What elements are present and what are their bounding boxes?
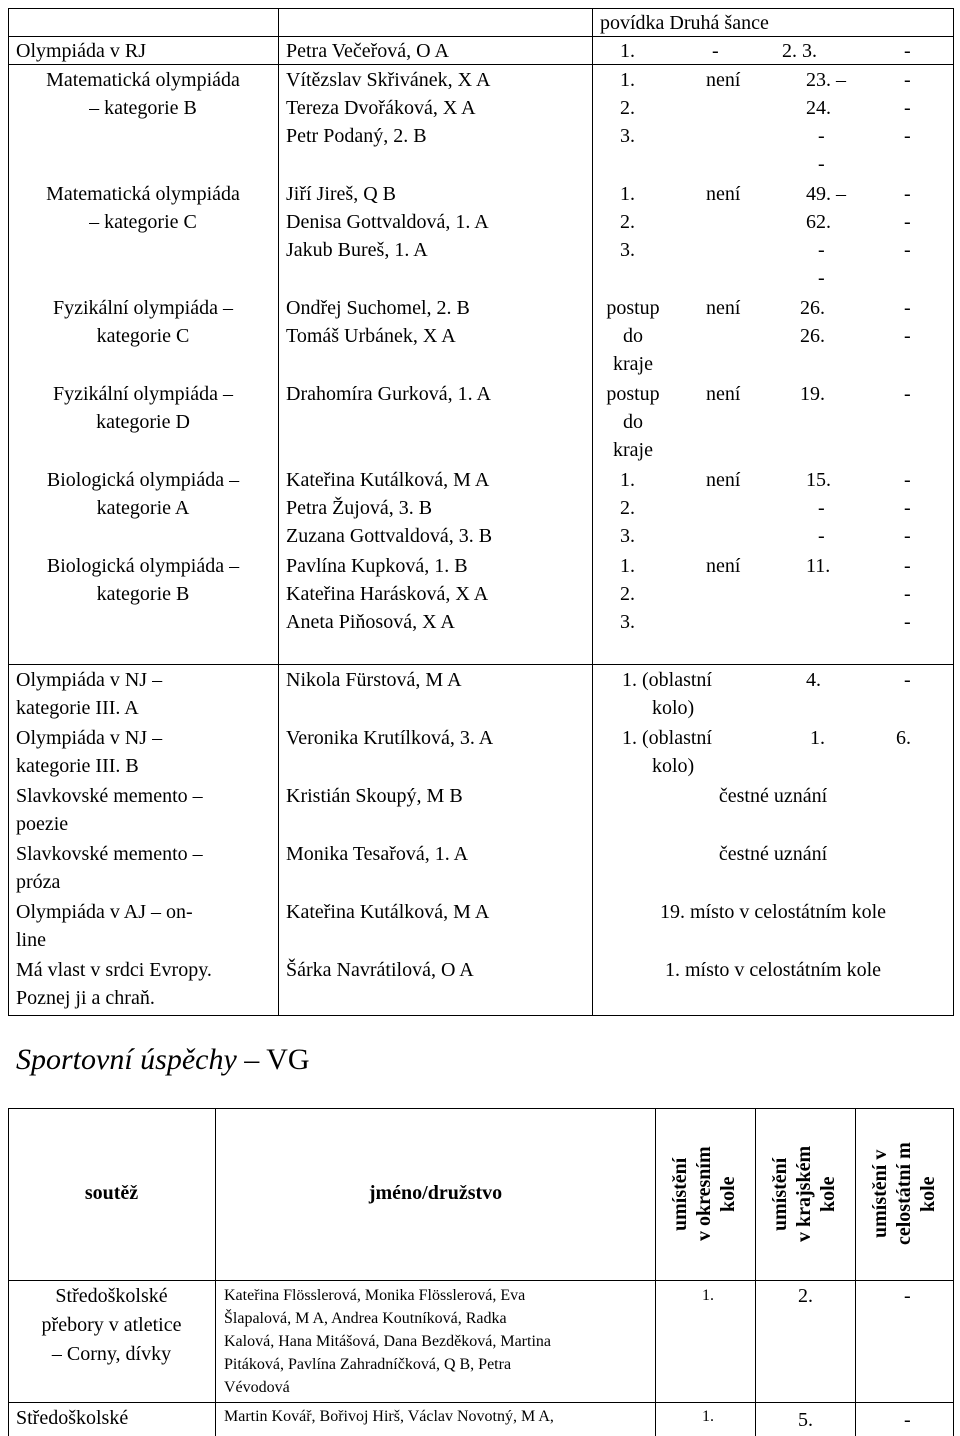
cel-result: - [904,1285,911,1307]
contest-name: Olympiáda v RJ [16,40,146,62]
contest-name: Biologická olympiáda – [46,469,240,491]
cel-result: - [904,183,911,205]
place: 2. [620,97,635,119]
contest-name: Slavkovské memento – [16,843,203,865]
row-divider [8,1402,954,1403]
team-names: Šlapalová, M A, Andrea Koutníková, Radka [224,1310,507,1327]
okres-result: není [706,297,741,319]
result: kolo) [652,697,695,719]
cel-result: - [904,297,911,319]
kraj-result: 2. [798,1285,813,1307]
okres-result: není [706,469,741,491]
student-name: Šárka Navrátilová, O A [286,959,474,981]
okres-result: - [712,40,719,62]
okres-result: není [706,69,741,91]
kraj-result: - [818,497,825,519]
cel-result: - [904,125,911,147]
cel-result: - [904,669,911,691]
student-name: Monika Tesařová, 1. A [286,843,469,865]
kraj-result: 62. [806,211,831,233]
cel-result: - [904,239,911,261]
cel-result: - [904,383,911,405]
contest-name: kategorie D [96,411,190,433]
contest-name: – kategorie B [89,97,197,119]
student-name: Jiří Jireš, Q B [286,183,396,205]
kraj-result: 23. – [806,69,846,91]
okres-result: 1. [702,1287,714,1304]
contest-name: – kategorie C [89,211,197,233]
contest-name: kategorie III. B [16,755,139,777]
place: 1. [620,69,635,91]
contest-name: kategorie B [96,583,190,605]
result: čestné uznání [718,843,828,865]
student-name: Drahomíra Gurková, 1. A [286,383,491,405]
col-divider [215,1108,216,1436]
place: 3. [620,611,635,633]
kraj-result: 26. [800,297,825,319]
cel-result: - [904,97,911,119]
header-contest: soutěž [84,1182,139,1204]
contest-name: Středoškolské [16,1407,129,1429]
contest-name: Fyzikální olympiáda – [53,383,233,405]
place: postup [606,383,660,405]
place: 2. [620,497,635,519]
result: 1. místo v celostátním kole [664,959,882,981]
cel-result: - [904,611,911,633]
place: 1. [620,183,635,205]
contest-name: Olympiáda v NJ – [16,727,163,749]
contest-name: Poznej ji a chraň. [16,987,155,1009]
result: 19. místo v celostátním kole [659,901,887,923]
result: 1. (oblastní [622,669,712,691]
header-kraj: umístění v krajském kole [769,1145,839,1243]
student-name: Nikola Fürstová, M A [286,669,462,691]
team-names: Vévodová [224,1379,290,1396]
header-okres: umístění v okresním kole [669,1146,739,1242]
col-divider [755,1108,756,1436]
kraj-result: - [818,239,825,261]
row-divider [8,1280,954,1281]
place: 2. [620,211,635,233]
place: 3. [620,525,635,547]
header-name: jméno/družstvo [368,1182,503,1204]
place: 1. [620,469,635,491]
cel-result: - [904,469,911,491]
col-divider [278,8,279,1016]
kraj-result: 24. [806,97,831,119]
place: kraje [613,439,653,461]
okres-result: není [706,183,741,205]
student-name: Petra Večeřová, O A [286,40,449,62]
student-name: Kateřina Kutálková, M A [286,469,490,491]
cel-result: - [904,583,911,605]
contest-name: – Corny, dívky [51,1343,172,1365]
contest-name: Středoškolské [55,1285,168,1307]
result: kolo) [652,755,695,777]
okres-result: 1. [702,1408,714,1425]
contest-name: poezie [16,813,69,835]
student-name: Pavlína Kupková, 1. B [286,555,468,577]
kraj-result: 5. [798,1409,813,1431]
kraj-result: 19. [800,383,825,405]
section-title [16,1040,310,1080]
student-name: Tomáš Urbánek, X A [286,325,456,347]
cel-result: - [904,1409,911,1431]
contest-name: Olympiáda v NJ – [16,669,163,691]
result: 1. (oblastní [622,727,712,749]
student-name: Zuzana Gottvaldová, 3. B [286,525,493,547]
header-cel: umístění v celostátní m kole [869,1142,939,1246]
contest-name: kategorie A [96,497,190,519]
kraj-result: 15. [806,469,831,491]
student-name: Petra Žujová, 3. B [286,497,433,519]
contest-name: Slavkovské memento – [16,785,203,807]
contest-name: Biologická olympiáda – [46,555,240,577]
result: čestné uznání [718,785,828,807]
col-divider [855,1108,856,1436]
kraj-result: 11. [806,555,831,577]
place: kraje [613,353,653,375]
kraj-result: 2. 3. [782,40,817,62]
row-divider [8,664,954,665]
cel-result: - [904,40,911,62]
contest-name: próza [16,871,61,893]
student-name: Veronika Krutílková, 3. A [286,727,494,749]
cel-result: - [904,325,911,347]
student-name: Denisa Gottvaldová, 1. A [286,211,489,233]
section-title-tail: VG [266,1043,310,1076]
section-title-dash: – [236,1043,267,1076]
place: 1. [620,555,635,577]
place: postup [606,297,660,319]
contest-name: line [16,929,46,951]
contest-name: Matematická olympiáda [46,183,240,205]
place: 3. [620,239,635,261]
student-name: Aneta Piňosová, X A [286,611,455,633]
kraj-result: 4. [806,669,821,691]
kraj-result: - [818,267,825,289]
place: do [623,325,643,347]
story-line: povídka Druhá šance [600,12,769,34]
kraj-result: 26. [800,325,825,347]
place: 1. [620,40,635,62]
team-names: Martin Kovář, Bořivoj Hirš, Václav Novotný, M A, [224,1408,554,1425]
place: 2. [620,583,635,605]
place: do [623,411,643,433]
kraj-result: 49. – [806,183,846,205]
section-title-italic: Sportovní úspěchy [16,1043,237,1076]
cel-result: - [904,497,911,519]
student-name: Jakub Bureš, 1. A [286,239,428,261]
kraj-result: - [818,525,825,547]
student-name: Vítězslav Skřivánek, X A [286,69,491,91]
kraj-result: 1. [810,727,825,749]
student-name: Kristián Skoupý, M B [286,785,463,807]
cel-result: - [904,525,911,547]
cel-result: - [904,555,911,577]
contest-name: Fyzikální olympiáda – [53,297,233,319]
contest-name: kategorie C [96,325,190,347]
contest-name: Olympiáda v AJ – on- [16,901,193,923]
kraj-result: - [818,125,825,147]
team-names: Kateřina Flösslerová, Monika Flösslerová, Eva [224,1287,526,1304]
cel-result: - [904,211,911,233]
col-divider [655,1108,656,1436]
cel-result: 6. [896,727,911,749]
cel-result: - [904,69,911,91]
contest-name: Matematická olympiáda [46,69,240,91]
student-name: Tereza Dvořáková, X A [286,97,476,119]
team-names: Pitáková, Pavlína Zahradníčková, Q B, Petra [224,1356,512,1373]
kraj-result: - [818,153,825,175]
okres-result: není [706,383,741,405]
student-name: Ondřej Suchomel, 2. B [286,297,470,319]
place: 3. [620,125,635,147]
student-name: Kateřina Kutálková, M A [286,901,490,923]
okres-result: není [706,555,741,577]
contest-name: kategorie III. A [16,697,139,719]
contest-name: Má vlast v srdci Evropy. [16,959,212,981]
student-name: Petr Podaný, 2. B [286,125,427,147]
contest-name: přebory v atletice [41,1314,182,1336]
student-name: Kateřina Harásková, X A [286,583,489,605]
team-names: Kalová, Hana Mitášová, Dana Bezděková, Martina [224,1333,551,1350]
